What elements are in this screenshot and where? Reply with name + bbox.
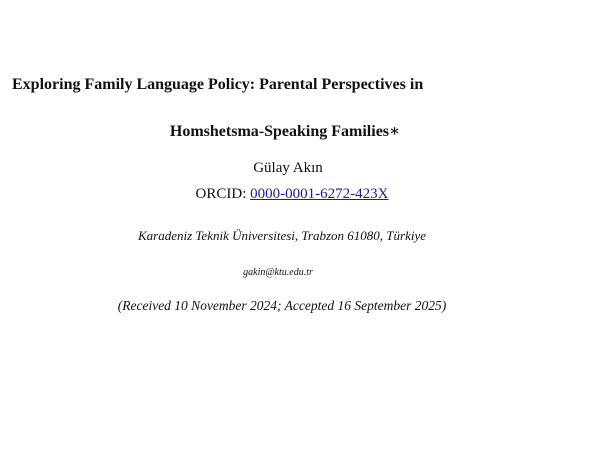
orcid-line	[0, 186, 592, 203]
paper-title-line-1: Exploring Family Language Policy: Parental Perspectives in	[12, 76, 424, 93]
paper-title-text: Homshetsma-Speaking Families	[169, 123, 390, 140]
author-affiliation: Karadeniz Teknik Üniversitesi, Trabzon 61080, Türkiye	[137, 228, 427, 243]
orcid-link[interactable]: 0000-0001-6272-423X	[250, 186, 389, 202]
submission-dates: (Received 10 November 2024; Accepted 16 September 2025)	[117, 298, 447, 313]
paper-title-line-2	[0, 121, 585, 141]
footnote-marker[interactable]: ∗	[389, 123, 401, 140]
author-email: gakin@ktu.edu.tr	[243, 267, 313, 278]
orcid-label: ORCID:	[195, 186, 251, 202]
author-name: Gülay Akın	[253, 160, 323, 176]
